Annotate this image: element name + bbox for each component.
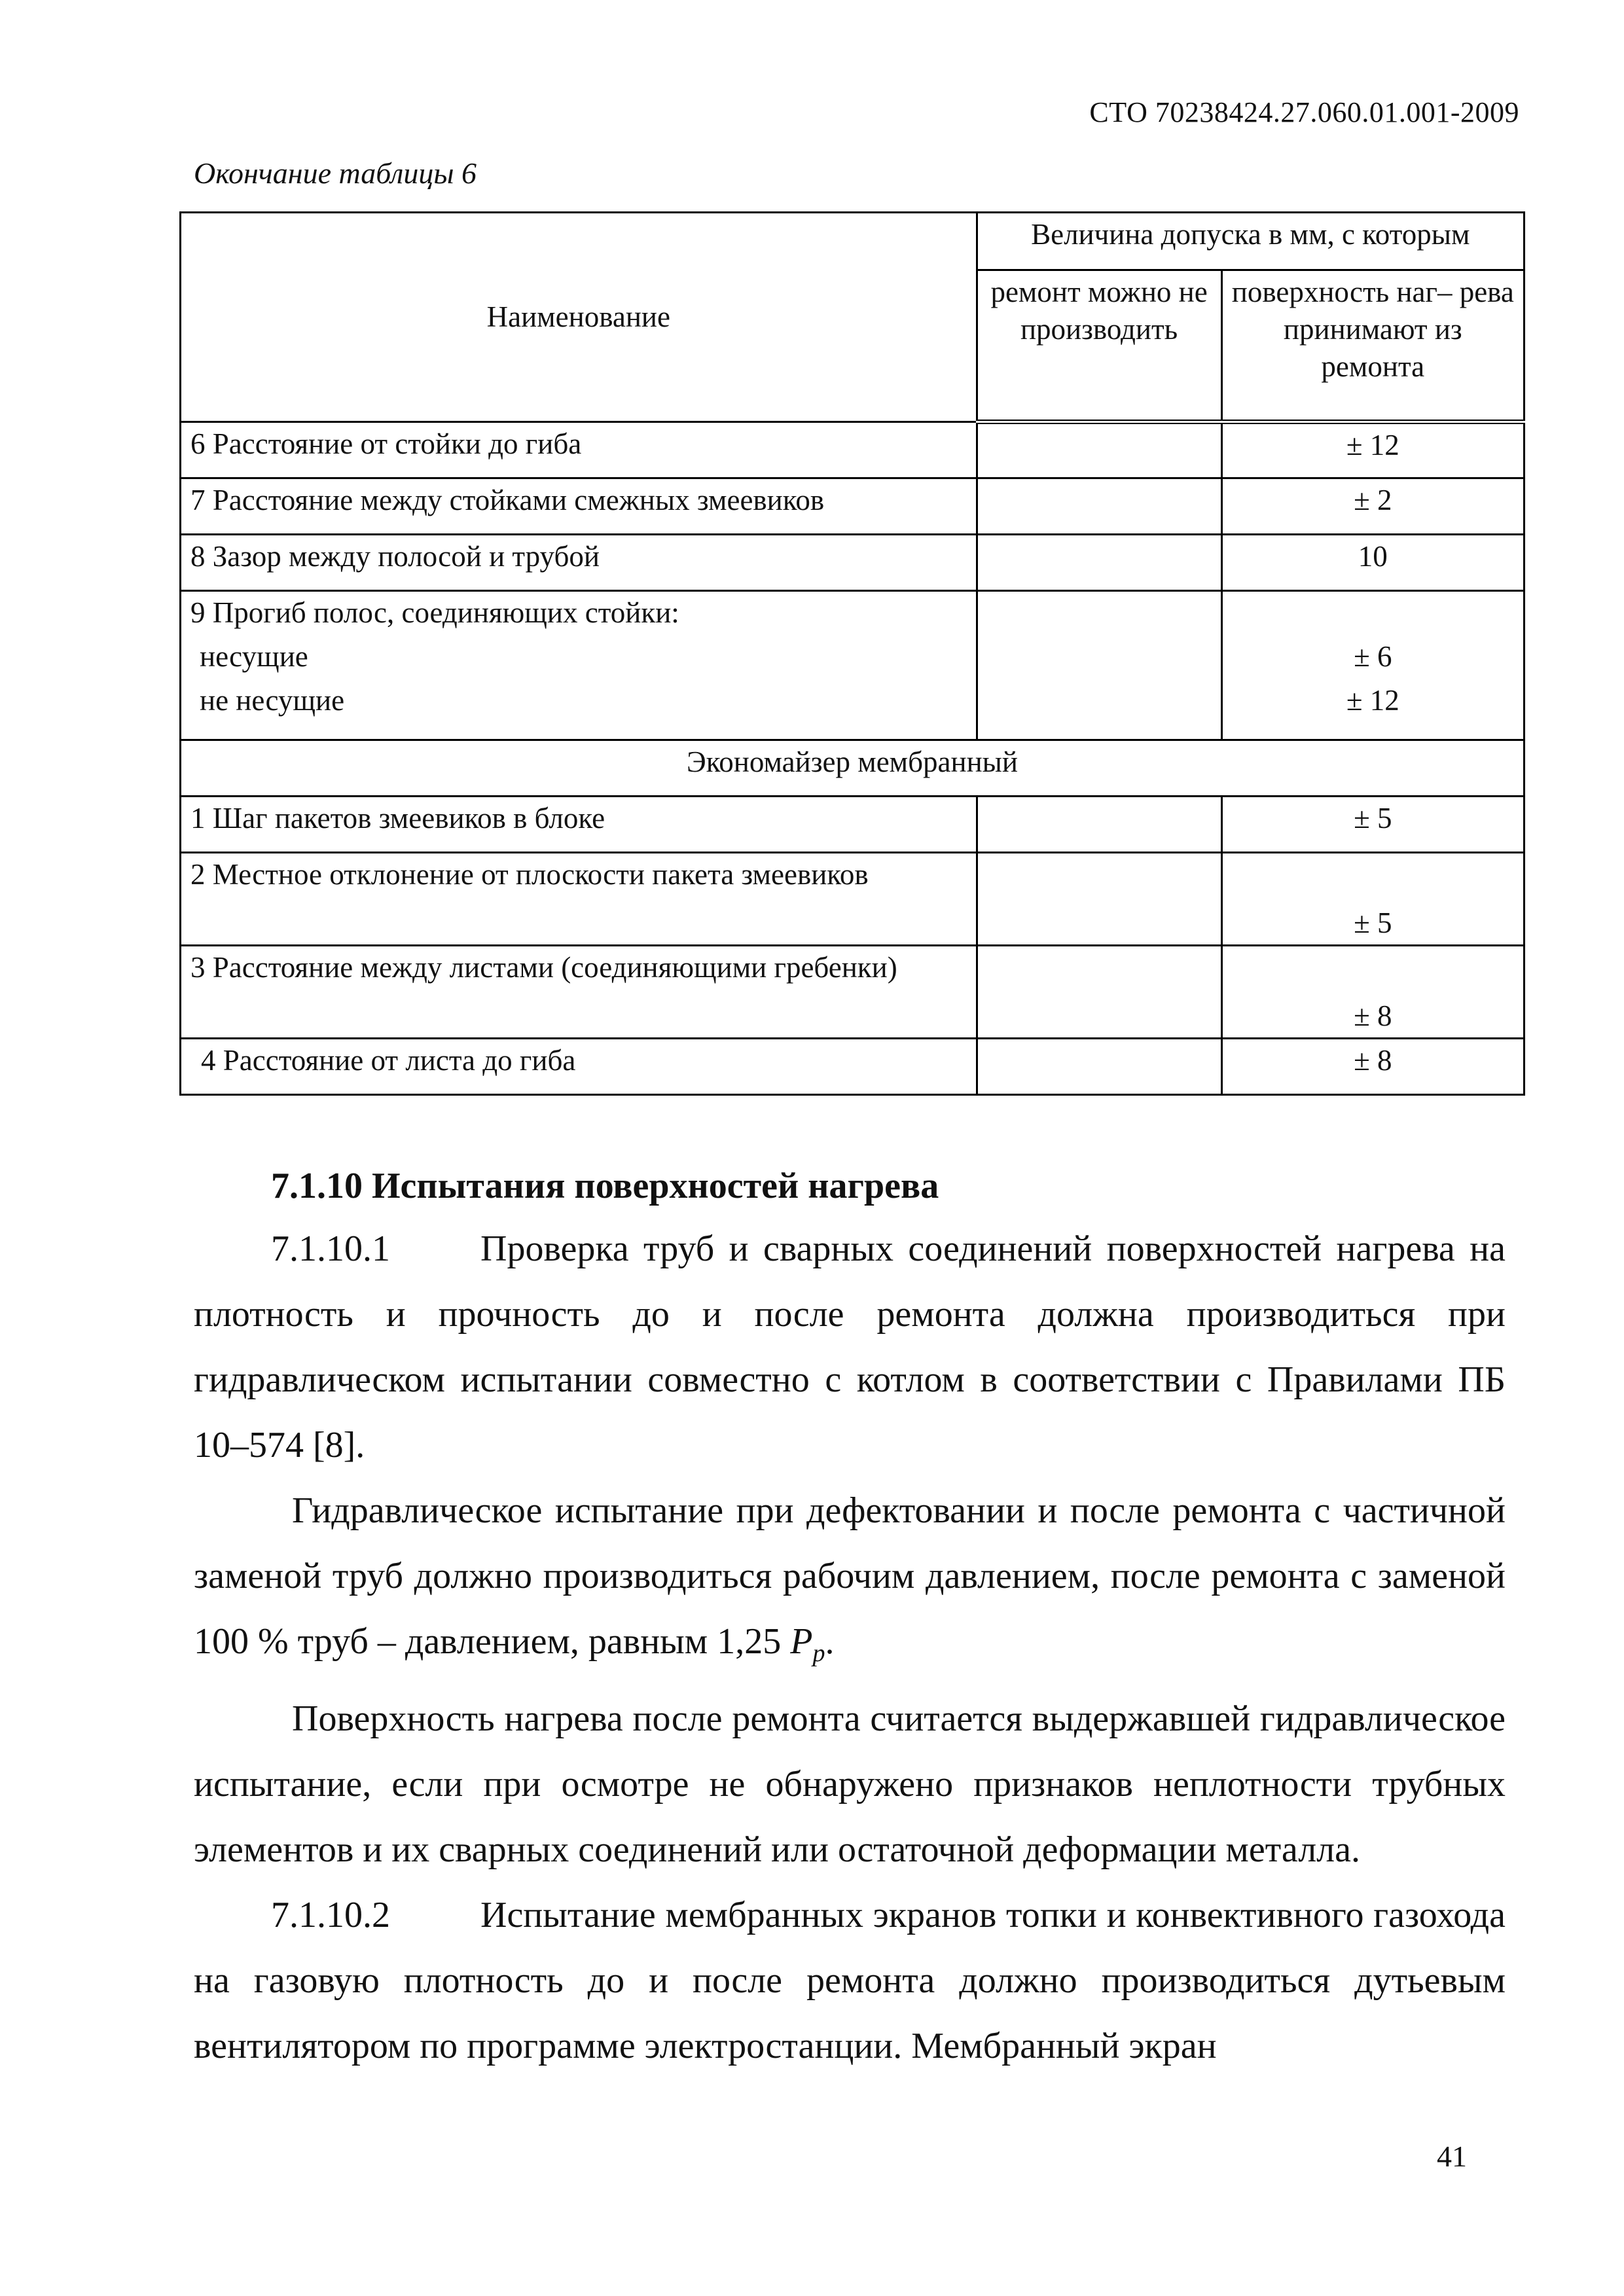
table-row	[181, 1039, 1525, 1095]
paragraph-text: Проверка труб и сварных соединений поверхностей нагрева на плотность и прочность до и после ремонта должна производиться при гидравлическом испытании совместно с котлом в соответствии с Правилами ПБ 10–574 [8].	[194, 1229, 1506, 1465]
pressure-symbol: P	[790, 1621, 813, 1662]
page-number: 41	[1437, 2140, 1467, 2173]
row-no-repair	[977, 853, 1221, 946]
row-name	[181, 591, 977, 740]
sentence-end: .	[825, 1621, 835, 1662]
tolerance-table	[179, 211, 1525, 1096]
paragraph-7-1-10-2	[194, 1882, 1506, 2079]
table-row	[181, 946, 1525, 1039]
row-9-sub-non-load-bearing: не несущие	[200, 684, 345, 717]
row-name: 6 Расстояние от стойки до гиба	[181, 422, 977, 478]
table-row	[181, 535, 1525, 591]
row-accept: ± 2	[1221, 478, 1524, 535]
row-no-repair	[977, 1039, 1221, 1095]
row-name: 1 Шаг пакетов змеевиков в блоке	[181, 797, 977, 853]
row-9-value-1: ± 6	[1354, 640, 1392, 673]
header-name-cell	[181, 213, 977, 422]
paragraph-acceptance: Поверхность нагрева после ремонта считается выдержавшей гидравлическое испытание, если при осмотре не обнаружено признаков неплотности трубных элементов и их сварных соединений или остаточной деформации металла.	[194, 1698, 1506, 1871]
paragraph-7-1-10-1	[194, 1216, 1506, 1478]
row-accept: ± 8	[1221, 946, 1524, 1039]
paragraph-text: Гидравлическое испытание при дефектовании и после ремонта с частичной заменой труб должно производиться рабочим давлением, после ремонта с заменой 100 % труб – давлением, равным 1,25	[194, 1490, 1506, 1662]
row-9-sub-load-bearing: несущие	[200, 640, 308, 673]
table-row	[181, 422, 1525, 478]
row-9-value-2: ± 12	[1346, 684, 1399, 717]
row-name: 7 Расстояние между стойками смежных змеевиков	[181, 478, 977, 535]
header-no-repair: ремонт можно не производить	[977, 270, 1221, 422]
row-9-title: 9 Прогиб полос, соединяющих стойки:	[190, 596, 679, 629]
section-title: 7.1.10 Испытания поверхностей нагрева	[271, 1166, 939, 1206]
body-text	[194, 1216, 1506, 2079]
row-name: 2 Местное отклонение от плоскости пакета змеевиков	[181, 853, 977, 946]
row-name: 8 Зазор между полосой и трубой	[181, 535, 977, 591]
row-accept: 10	[1221, 535, 1524, 591]
clause-number: 7.1.10.2	[271, 1895, 390, 1936]
row-no-repair	[977, 422, 1221, 478]
row-no-repair	[977, 591, 1221, 740]
table-row	[181, 797, 1525, 853]
row-no-repair	[977, 946, 1221, 1039]
row-accept: ± 5	[1221, 797, 1524, 853]
header-tolerance-group: Величина допуска в мм, с которым	[977, 213, 1524, 270]
clause-number: 7.1.10.1	[271, 1229, 390, 1269]
paragraph-hydraulic-test	[194, 1478, 1506, 1686]
pressure-subscript: р	[812, 1640, 825, 1668]
row-accept: ± 12	[1221, 422, 1524, 478]
row-name: 4 Расстояние от листа до гиба	[181, 1039, 977, 1095]
row-no-repair	[977, 535, 1221, 591]
row-accept: ± 8	[1221, 1039, 1524, 1095]
section-row-economizer: Экономайзер мембранный	[181, 740, 1525, 797]
paragraph-text: Испытание мембранных экранов топки и конвективного газохода на газовую плотность до и после ремонта должно производиться дутьевым вентилятором по программе электростанции. Мембранный экран	[194, 1895, 1506, 2067]
row-no-repair	[977, 478, 1221, 535]
table-caption: Окончание таблицы 6	[194, 156, 477, 190]
row-accept	[1221, 591, 1524, 740]
table-row	[181, 478, 1525, 535]
row-accept: ± 5	[1221, 853, 1524, 946]
header-name: Наименование	[486, 300, 670, 333]
document-code: СТО 70238424.27.060.01.001-2009	[1089, 96, 1519, 128]
row-no-repair	[977, 797, 1221, 853]
table-row	[181, 853, 1525, 946]
header-accept: поверхность наг– рева принимают из ремонта	[1221, 270, 1524, 422]
row-name: 3 Расстояние между листами (соединяющими гребенки)	[181, 946, 977, 1039]
table-row	[181, 591, 1525, 740]
